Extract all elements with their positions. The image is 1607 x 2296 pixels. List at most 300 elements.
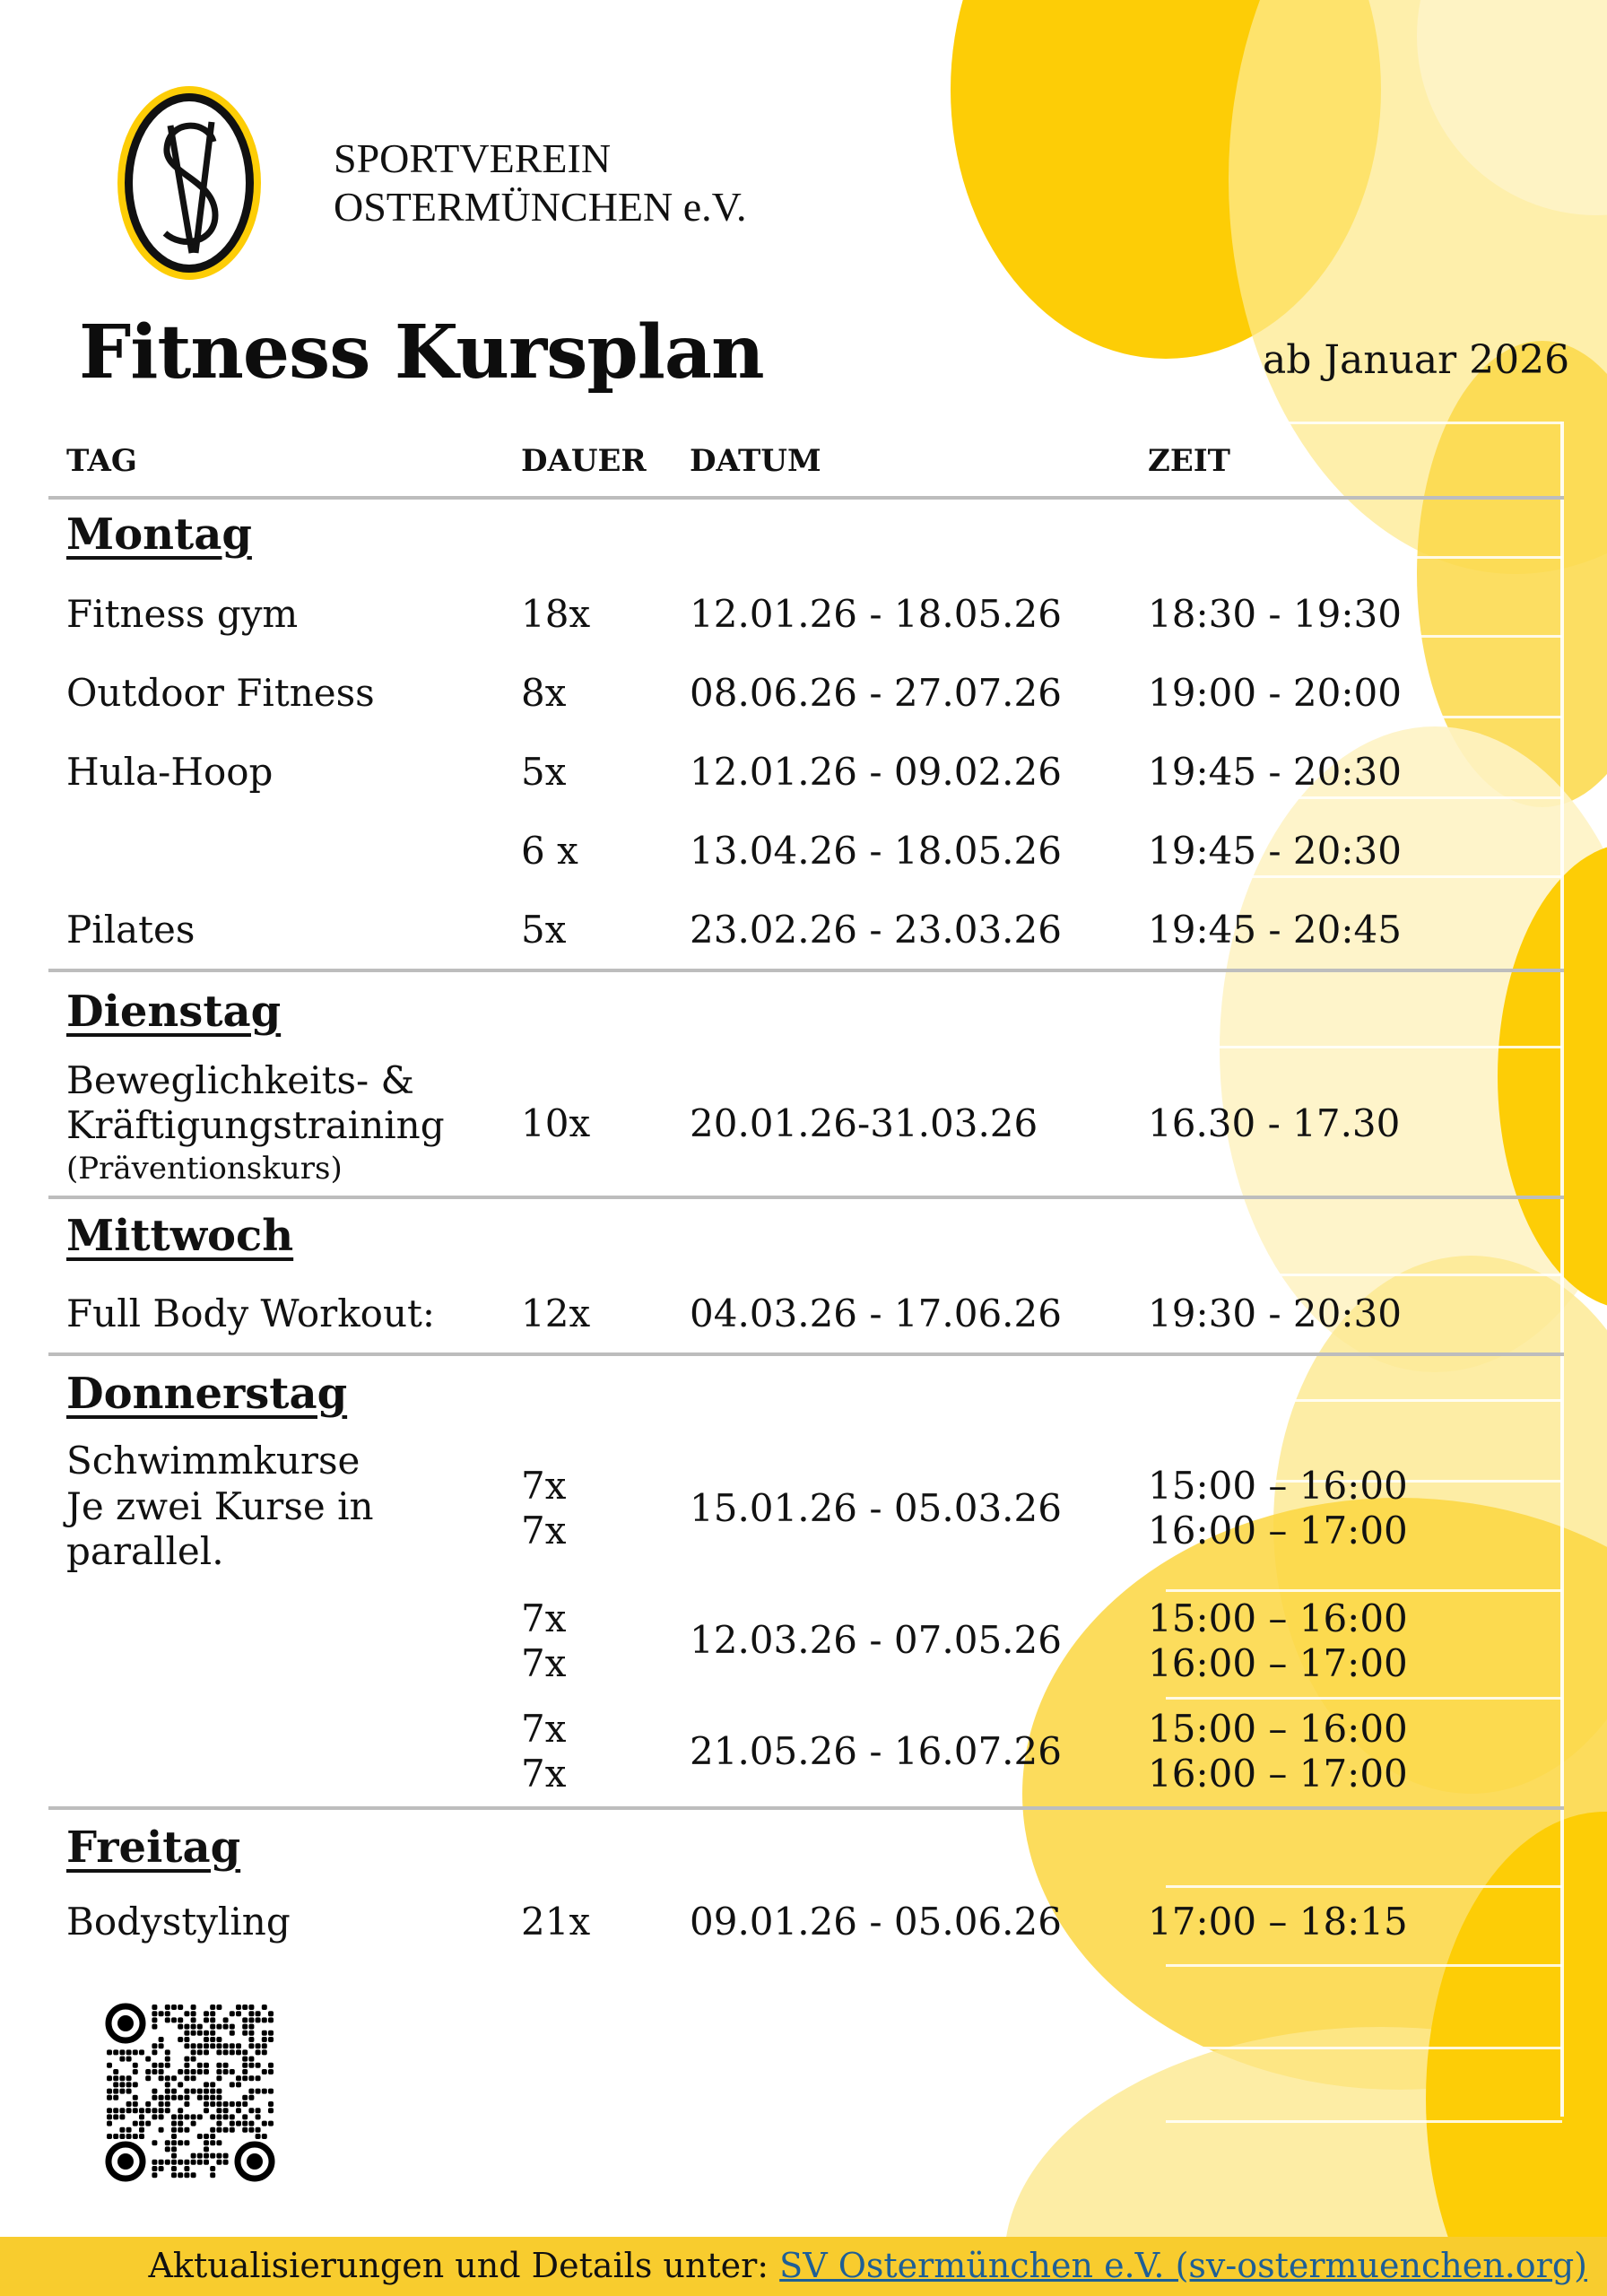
qr-module — [178, 2082, 183, 2087]
qr-module — [126, 2082, 132, 2087]
qr-module — [184, 2063, 189, 2068]
qr-module — [210, 2011, 215, 2016]
grid-line — [1166, 1589, 1562, 1592]
day-heading-freitag: Freitag — [66, 1822, 241, 1873]
qr-module — [223, 2114, 229, 2119]
qr-module — [262, 2005, 267, 2010]
qr-module — [119, 2108, 125, 2113]
qr-module — [184, 2140, 189, 2145]
qr-module — [113, 2049, 118, 2055]
qr-module — [197, 2063, 203, 2068]
qr-module — [248, 2108, 254, 2113]
qr-module — [242, 2049, 248, 2055]
course-count: 21x — [521, 1900, 591, 1944]
qr-module — [191, 2153, 196, 2159]
qr-module — [165, 2075, 170, 2081]
qr-module — [256, 2134, 261, 2139]
qr-module — [197, 2049, 203, 2055]
qr-module — [139, 2114, 144, 2119]
qr-module — [204, 2011, 209, 2016]
qr-module — [256, 2108, 261, 2113]
qr-module — [268, 2108, 274, 2113]
club-name-line2: OSTERMÜNCHEN e.V. — [334, 184, 747, 230]
qr-module — [210, 2134, 215, 2139]
qr-module — [256, 2127, 261, 2133]
grid-line — [1166, 1697, 1562, 1700]
qr-module — [119, 2114, 125, 2119]
column-header-zeit: ZEIT — [1148, 443, 1230, 479]
qr-module — [126, 2101, 132, 2107]
qr-module — [178, 2140, 183, 2145]
qr-module — [197, 2095, 203, 2100]
qr-module — [191, 2121, 196, 2126]
qr-module — [113, 2069, 118, 2074]
course-dates: 12.01.26 - 09.02.26 — [690, 750, 1062, 794]
qr-module — [171, 2140, 177, 2145]
qr-module — [184, 2114, 189, 2119]
valid-from: ab Januar 2026 — [1263, 337, 1570, 383]
qr-module — [204, 2153, 209, 2159]
qr-module — [107, 2049, 112, 2055]
qr-module — [152, 2140, 157, 2145]
qr-module — [197, 2153, 203, 2159]
qr-module — [171, 2089, 177, 2094]
column-header-dauer: DAUER — [521, 443, 647, 479]
qr-module — [113, 2134, 118, 2139]
qr-module — [236, 2108, 241, 2113]
qr-module — [242, 2075, 248, 2081]
qr-module — [230, 2082, 235, 2087]
qr-module — [236, 2082, 241, 2087]
qr-module — [184, 2043, 189, 2048]
qr-module — [210, 2031, 215, 2036]
qr-module — [204, 2140, 209, 2145]
course-count: 5x — [521, 908, 567, 952]
qr-module — [159, 2114, 164, 2119]
qr-module — [242, 2101, 248, 2107]
qr-module — [191, 2011, 196, 2016]
qr-module — [204, 2160, 209, 2165]
qr-module — [126, 2108, 132, 2113]
qr-module — [262, 2031, 267, 2036]
qr-module — [256, 2043, 261, 2048]
day-heading-dienstag: Dienstag — [66, 987, 282, 1037]
course-count: 10x — [521, 1101, 591, 1145]
qr-module — [248, 2057, 254, 2062]
qr-module — [145, 2121, 151, 2126]
qr-module — [184, 2095, 189, 2100]
qr-module — [223, 2101, 229, 2107]
course-note: (Präventionskurs) — [66, 1151, 343, 1187]
footer-prefix: Aktualisierungen und Details unter: — [148, 2246, 780, 2285]
club-name — [334, 135, 746, 231]
qr-module — [236, 2043, 241, 2048]
qr-module — [159, 2166, 164, 2171]
qr-module — [230, 2049, 235, 2055]
qr-module — [152, 2024, 157, 2030]
qr-module — [133, 2069, 138, 2074]
qr-module — [230, 2031, 235, 2036]
qr-module — [248, 2095, 254, 2100]
qr-module — [113, 2108, 118, 2113]
qr-module — [262, 2089, 267, 2094]
qr-module — [210, 2043, 215, 2048]
course-name-line1: Beweglichkeits- & — [66, 1058, 414, 1102]
qr-module — [165, 2057, 170, 2062]
qr-code-icon[interactable] — [104, 2002, 276, 2183]
qr-module — [152, 2063, 157, 2068]
course-count: 7x — [521, 1464, 567, 1508]
qr-module — [262, 2069, 267, 2074]
qr-module — [210, 2082, 215, 2087]
qr-module — [268, 2011, 274, 2016]
qr-module — [119, 2127, 125, 2133]
qr-module — [107, 2095, 112, 2100]
qr-module — [126, 2075, 132, 2081]
course-name: Hula-Hoop — [66, 750, 274, 794]
qr-module — [248, 2017, 254, 2022]
qr-module — [268, 2121, 274, 2126]
qr-module — [210, 2095, 215, 2100]
qr-module — [171, 2121, 177, 2126]
qr-module — [107, 2121, 112, 2126]
qr-module — [230, 2011, 235, 2016]
footer-band — [0, 2237, 1607, 2296]
qr-module — [242, 2127, 248, 2133]
qr-module — [197, 2134, 203, 2139]
qr-module — [159, 2037, 164, 2042]
qr-module — [139, 2134, 144, 2139]
qr-module — [230, 2121, 235, 2126]
qr-module — [184, 2172, 189, 2178]
course-name-line3: parallel. — [66, 1529, 224, 1573]
qr-module — [204, 2101, 209, 2107]
qr-module — [178, 2017, 183, 2022]
sv-monogram-logo — [115, 83, 264, 283]
course-count: 18x — [521, 592, 591, 636]
qr-module — [223, 2069, 229, 2074]
course-count: 7x — [521, 1707, 567, 1751]
qr-module — [204, 2082, 209, 2087]
qr-module — [197, 2031, 203, 2036]
qr-module — [184, 2075, 189, 2081]
qr-module — [236, 2049, 241, 2055]
qr-module — [216, 2101, 222, 2107]
day-heading-mittwoch: Mittwoch — [66, 1211, 294, 1261]
course-time: 16:00 – 17:00 — [1148, 1641, 1408, 1685]
course-time: 16.30 - 17.30 — [1148, 1101, 1401, 1145]
qr-module — [165, 2005, 170, 2010]
qr-module — [223, 2153, 229, 2159]
qr-module — [119, 2075, 125, 2081]
qr-module — [159, 2063, 164, 2068]
column-header-datum: DATUM — [690, 443, 821, 479]
qr-module — [230, 2069, 235, 2074]
course-time: 19:45 - 20:30 — [1148, 829, 1402, 873]
day-heading-montag: Montag — [66, 509, 252, 560]
grid-line — [1166, 1046, 1562, 1048]
qr-module — [107, 2114, 112, 2119]
qr-module — [191, 2024, 196, 2030]
qr-module — [248, 2043, 254, 2048]
qr-module — [256, 2089, 261, 2094]
club-name-line1: SPORTVEREIN — [334, 135, 612, 181]
qr-module — [248, 2075, 254, 2081]
course-dates: 12.03.26 - 07.05.26 — [690, 1618, 1062, 1662]
qr-module — [223, 2108, 229, 2113]
qr-module — [204, 2063, 209, 2068]
grid-line — [1166, 875, 1562, 878]
qr-module — [171, 2095, 177, 2100]
qr-module — [184, 2089, 189, 2094]
course-name: Outdoor Fitness — [66, 671, 375, 715]
qr-module — [197, 2069, 203, 2074]
course-name-line2: Je zwei Kurse in — [66, 1484, 374, 1528]
grid-line — [1166, 1885, 1562, 1888]
qr-module — [216, 2043, 222, 2048]
qr-module — [165, 2017, 170, 2022]
course-dates: 09.01.26 - 05.06.26 — [690, 1900, 1062, 1944]
course-dates: 08.06.26 - 27.07.26 — [690, 671, 1062, 715]
course-count: 7x — [521, 1509, 567, 1552]
qr-module — [133, 2101, 138, 2107]
course-name: Bodystyling — [66, 1900, 291, 1944]
qr-module — [171, 2172, 177, 2178]
qr-module — [165, 2049, 170, 2055]
qr-module — [119, 2134, 125, 2139]
qr-module — [133, 2063, 138, 2068]
day-heading-donnerstag: Donnerstag — [66, 1369, 348, 1419]
qr-module — [204, 2069, 209, 2074]
header-divider — [48, 496, 1564, 500]
qr-module — [223, 2043, 229, 2048]
course-time: 15:00 – 16:00 — [1148, 1707, 1408, 1751]
qr-module — [133, 2134, 138, 2139]
course-dates: 12.01.26 - 18.05.26 — [690, 592, 1062, 636]
qr-module — [236, 2075, 241, 2081]
qr-module — [171, 2134, 177, 2139]
qr-module — [242, 2057, 248, 2062]
grid-vertical-line — [1560, 422, 1564, 2117]
course-dates: 23.02.26 - 23.03.26 — [690, 908, 1062, 952]
qr-module — [152, 2089, 157, 2094]
qr-module — [178, 2108, 183, 2113]
qr-module — [165, 2140, 170, 2145]
qr-module — [145, 2069, 151, 2074]
qr-module — [191, 2069, 196, 2074]
qr-module — [107, 2134, 112, 2139]
qr-module — [210, 2005, 215, 2010]
qr-module — [242, 2063, 248, 2068]
qr-module — [107, 2089, 112, 2094]
qr-module — [139, 2127, 144, 2133]
qr-module — [216, 2063, 222, 2068]
qr-module — [152, 2011, 157, 2016]
website-link[interactable]: SV Ostermünchen e.V. (sv-ostermuenchen.org) — [779, 2246, 1587, 2285]
qr-module — [204, 2095, 209, 2100]
qr-module — [204, 2146, 209, 2152]
qr-module — [242, 2031, 248, 2036]
qr-module — [133, 2049, 138, 2055]
qr-module — [165, 2011, 170, 2016]
qr-module — [256, 2114, 261, 2119]
course-count: 7x — [521, 1641, 567, 1685]
qr-module — [210, 2017, 215, 2022]
qr-module — [256, 2049, 261, 2055]
qr-module — [210, 2089, 215, 2094]
qr-module — [184, 2031, 189, 2036]
qr-module — [268, 2089, 274, 2094]
course-time: 18:30 - 19:30 — [1148, 592, 1402, 636]
qr-module — [210, 2172, 215, 2178]
qr-module — [216, 2024, 222, 2030]
qr-module — [230, 2101, 235, 2107]
qr-module — [113, 2089, 118, 2094]
qr-module — [262, 2049, 267, 2055]
qr-module — [248, 2127, 254, 2133]
qr-module — [230, 2043, 235, 2048]
qr-module — [113, 2082, 118, 2087]
qr-module — [248, 2005, 254, 2010]
qr-module — [210, 2127, 215, 2133]
qr-module — [197, 2024, 203, 2030]
qr-module — [248, 2121, 254, 2126]
qr-module — [191, 2005, 196, 2010]
qr-module — [184, 2166, 189, 2171]
qr-module — [197, 2160, 203, 2165]
qr-module — [216, 2005, 222, 2010]
qr-module — [184, 2011, 189, 2016]
grid-line — [1166, 2047, 1562, 2049]
qr-module — [178, 2037, 183, 2042]
course-count: 12x — [521, 1292, 591, 1335]
qr-module — [216, 2037, 222, 2042]
qr-module — [216, 2121, 222, 2126]
course-name: Full Body Workout: — [66, 1292, 436, 1335]
qr-module — [230, 2127, 235, 2133]
qr-module — [126, 2134, 132, 2139]
qr-module — [262, 2043, 267, 2048]
page-title: Fitness Kursplan — [79, 309, 764, 396]
qr-module — [145, 2075, 151, 2081]
qr-module — [204, 2037, 209, 2042]
qr-module — [145, 2108, 151, 2113]
qr-module — [184, 2101, 189, 2107]
grid-line — [1166, 1964, 1562, 1967]
qr-module — [191, 2057, 196, 2062]
qr-module — [197, 2043, 203, 2048]
qr-module — [248, 2089, 254, 2094]
qr-module — [171, 2153, 177, 2159]
section-divider — [48, 1806, 1564, 1810]
qr-module — [256, 2017, 261, 2022]
qr-module — [159, 2127, 164, 2133]
qr-module — [184, 2069, 189, 2074]
qr-module — [139, 2121, 144, 2126]
qr-module — [119, 2049, 125, 2055]
qr-module — [178, 2005, 183, 2010]
qr-module — [184, 2057, 189, 2062]
qr-module — [236, 2121, 241, 2126]
qr-module — [165, 2063, 170, 2068]
qr-module — [191, 2114, 196, 2119]
qr-module — [126, 2127, 132, 2133]
qr-module — [178, 2160, 183, 2165]
qr-module — [107, 2075, 112, 2081]
qr-module — [236, 2005, 241, 2010]
qr-module — [126, 2057, 132, 2062]
qr-module — [223, 2160, 229, 2165]
qr-module — [191, 2031, 196, 2036]
course-name: Pilates — [66, 908, 195, 952]
qr-module — [216, 2069, 222, 2074]
column-header-tag: TAG — [66, 443, 137, 479]
qr-module — [133, 2082, 138, 2087]
qr-module — [165, 2160, 170, 2165]
qr-module — [204, 2134, 209, 2139]
qr-module — [242, 2069, 248, 2074]
qr-module — [256, 2075, 261, 2081]
grid-line — [1166, 556, 1562, 559]
qr-module — [178, 2172, 183, 2178]
course-dates: 04.03.26 - 17.06.26 — [690, 1292, 1062, 1335]
grid-line — [1166, 1274, 1562, 1276]
qr-module — [210, 2024, 215, 2030]
qr-module — [230, 2024, 235, 2030]
qr-module — [178, 2114, 183, 2119]
qr-module — [216, 2140, 222, 2145]
course-time: 19:00 - 20:00 — [1148, 671, 1402, 715]
course-time: 15:00 – 16:00 — [1148, 1596, 1408, 1640]
qr-module — [248, 2011, 254, 2016]
qr-module — [165, 2146, 170, 2152]
qr-module — [242, 2121, 248, 2126]
qr-module — [210, 2153, 215, 2159]
qr-module — [178, 2121, 183, 2126]
qr-finder-pattern — [238, 2144, 272, 2179]
qr-module — [133, 2095, 138, 2100]
qr-module — [184, 2037, 189, 2042]
qr-module — [152, 2160, 157, 2165]
qr-module — [178, 2095, 183, 2100]
course-name: Fitness gym — [66, 592, 299, 636]
qr-module — [191, 2075, 196, 2081]
course-count: 6 x — [521, 829, 578, 873]
qr-module — [152, 2095, 157, 2100]
qr-module — [159, 2069, 164, 2074]
course-time: 19:45 - 20:30 — [1148, 750, 1402, 794]
course-count: 5x — [521, 750, 567, 794]
qr-module — [191, 2089, 196, 2094]
qr-module — [216, 2108, 222, 2113]
qr-module — [210, 2140, 215, 2145]
qr-module — [204, 2089, 209, 2094]
qr-module — [242, 2005, 248, 2010]
qr-module — [107, 2108, 112, 2113]
qr-module — [159, 2043, 164, 2048]
qr-module — [152, 2166, 157, 2171]
qr-module — [204, 2017, 209, 2022]
qr-module — [216, 2127, 222, 2133]
qr-module — [165, 2089, 170, 2094]
qr-module — [256, 2011, 261, 2016]
qr-module — [223, 2063, 229, 2068]
qr-module — [171, 2114, 177, 2119]
qr-module — [223, 2049, 229, 2055]
qr-module — [152, 2049, 157, 2055]
qr-module — [119, 2057, 125, 2062]
course-time: 15:00 – 16:00 — [1148, 1464, 1408, 1508]
